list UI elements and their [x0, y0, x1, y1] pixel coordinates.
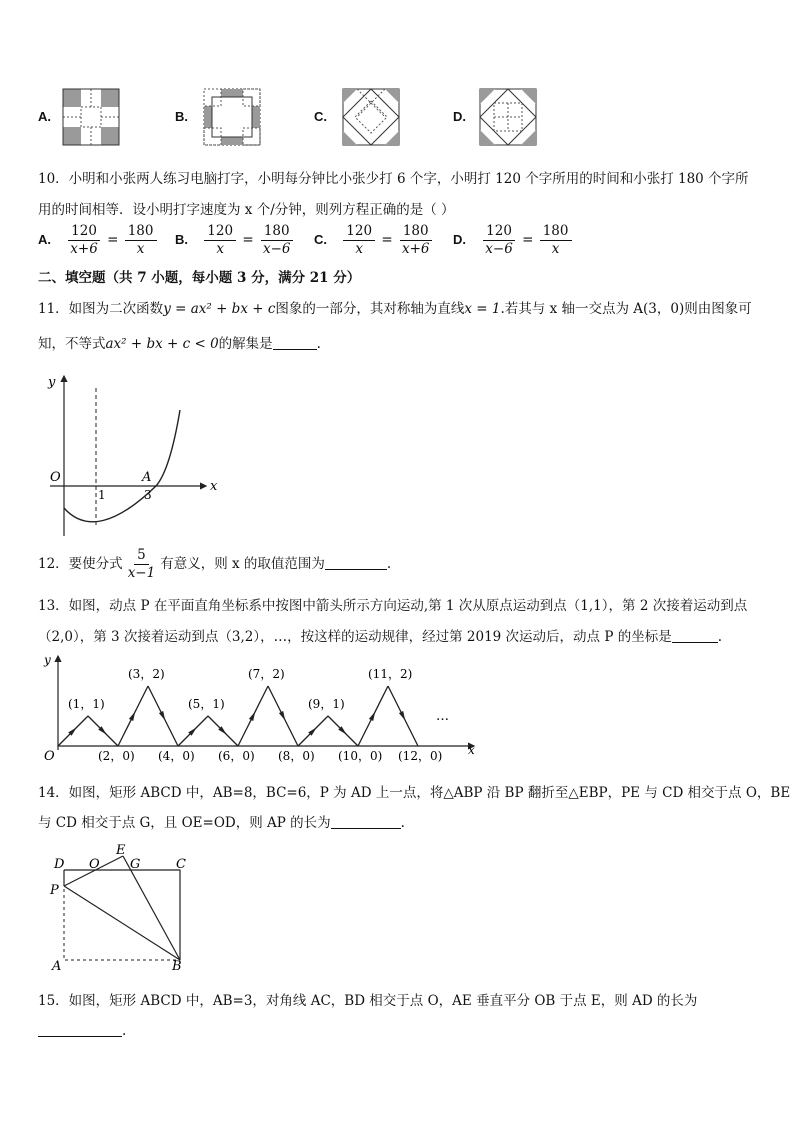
q10-d-left-den: x−6: [485, 241, 513, 257]
q11-axis-expr: x = 1: [464, 301, 501, 317]
q14-label-p: P: [50, 883, 59, 898]
q10-d-right-num: 180: [540, 224, 572, 241]
q13-axis-point-label: (8，0): [278, 749, 315, 763]
q14-label-g: G: [130, 857, 141, 872]
q11-parabola-curve: [64, 410, 180, 522]
q13-peak-label: (3，2): [128, 667, 165, 681]
q13-ellipsis: …: [436, 709, 449, 724]
q9-option-c-label: C.: [314, 109, 327, 124]
q10-option-c: C. $\frac{120}{x}$ = $\frac{180}{x+6}$: [314, 224, 435, 257]
q13-direction-arrow: [279, 711, 285, 720]
q11-answer-blank[interactable]: [273, 335, 317, 350]
q11-parabola-graph: [38, 366, 228, 542]
q13-path: [58, 686, 418, 746]
q13-direction-arrow: [159, 711, 165, 720]
q13-direction-arrow: [369, 712, 375, 721]
q14-label-b: B: [172, 959, 182, 974]
q14-label-c: C: [176, 857, 186, 872]
q13-peak-label: (5，1): [188, 697, 225, 711]
q11-period: .: [316, 336, 321, 352]
q11-x-label: x: [210, 479, 218, 494]
q15-line1: 15．如图，矩形 ABCD 中，AB=3，对角线 AC，BD 相交于点 O，AE 垂直平分 OB 于点 E，则 AD 的长为: [38, 993, 698, 1009]
q10-a-left-num: 120: [68, 224, 100, 241]
q11-line2: [38, 332, 321, 352]
q13-peak-label: (1，1): [68, 697, 105, 711]
q10-c-left-den: x: [355, 241, 363, 257]
q11-point-a-label: A: [142, 470, 152, 485]
q10-b-left-den: x: [216, 241, 224, 257]
q10-option-d: D. $\frac{120}{x-6}$ = $\frac{180}{x}$: [453, 224, 574, 257]
q9-option-b-figure: [203, 88, 261, 146]
q10-line1: 10．小明和小张两人练习电脑打字，小明每分钟比小张少打 6 个字，小明打 120 个字所用的时间和小张打 180 个字所: [38, 171, 749, 187]
q11-function-expr: y = ax² + bx + c: [163, 301, 276, 317]
q13-axis-point-label: (12，0): [398, 749, 443, 763]
q10-c-right-den: x+6: [401, 241, 430, 257]
q13-y-label: y: [44, 653, 51, 667]
q13-peak-label: (7，2): [248, 667, 285, 681]
q12-answer-blank[interactable]: [325, 555, 387, 570]
q10-c-right-num: 180: [400, 224, 432, 241]
q10-option-b-label: B.: [175, 232, 188, 247]
q11-line1: [38, 297, 752, 317]
q11-text-b: 图象的一部分，其对称轴为直线: [275, 301, 465, 317]
q10-option-a: A. $\frac{120}{x+6}$ = $\frac{180}{x}$: [38, 224, 159, 257]
q13-axis-point-label: (10，0): [338, 749, 383, 763]
q14-line2: [38, 811, 405, 831]
q12-line: [38, 548, 391, 581]
q13-direction-arrow: [399, 711, 405, 720]
q13-x-label: x: [468, 743, 475, 757]
q14-label-d: D: [54, 857, 65, 872]
q11-tick-1: 1: [98, 488, 106, 502]
q11-text-d: 知，不等式: [38, 336, 106, 352]
q15-answer-blank[interactable]: [38, 1022, 122, 1037]
q9-option-d-figure: [479, 88, 537, 146]
q14-text: 与 CD 相交于点 G，且 OE=OD，则 AP 的长为: [38, 815, 331, 831]
q10-b-right-den: x−6: [262, 241, 291, 257]
q10-a-right-num: 180: [125, 224, 157, 241]
q9-option-b-label: B.: [175, 109, 188, 124]
q10-option-b: B. $\frac{120}{x}$ = $\frac{180}{x-6}$: [175, 224, 296, 257]
q12-suffix: 有意义，则 x 的取值范围为: [160, 556, 325, 572]
q13-direction-arrow: [249, 712, 255, 721]
q12-prefix: 12．要使分式: [38, 556, 123, 572]
q10-d-right-den: x: [551, 241, 560, 257]
q11-text-c: .若其与 x 轴一交点为 A(3，0)则由图象可: [500, 301, 752, 317]
q15-period: .: [122, 1023, 127, 1039]
q13-axis-point-label: (4，0): [158, 749, 195, 763]
q13-text: （2,0），第 3 次接着运动到点（3,2），…，按这样的运动规律，经过第 2019 次运动后，动点 P 的坐标是: [38, 629, 672, 645]
q9-option-a-figure: [62, 88, 120, 146]
q10-option-d-label: D.: [453, 232, 466, 247]
q10-d-left-num: 120: [483, 224, 515, 241]
q13-line1: 13．如图，动点 P 在平面直角坐标系中按图中箭头所示方向运动,第 1 次从原点运动到点（1,1），第 2 次接着运动到点: [38, 598, 748, 614]
q10-option-c-label: C.: [314, 232, 327, 247]
q11-y-label: y: [48, 375, 56, 390]
q10-c-left-num: 120: [343, 224, 375, 241]
q9-option-a-label: A.: [38, 109, 51, 124]
q14-label-a: A: [52, 959, 62, 974]
q11-inequality-expr: ax² + bx + c < 0: [105, 336, 219, 352]
q12-period: .: [386, 556, 392, 572]
q9-option-c-figure: [342, 88, 400, 146]
q13-axis-point-label: (6，0): [218, 749, 255, 763]
q9-option-d-label: D.: [453, 109, 466, 124]
q15-line2: [38, 1022, 126, 1039]
q14-label-o: O: [89, 857, 100, 872]
q14-rectangle-figure: [44, 842, 204, 974]
q12-fraction-num: 5: [134, 548, 149, 565]
q13-line2: [38, 625, 722, 645]
q10-b-left-num: 120: [204, 224, 236, 241]
q13-origin-label: O: [44, 749, 55, 764]
q13-peak-label: (11，2): [368, 667, 413, 681]
q11-tick-3: 3: [144, 488, 152, 502]
q13-period: .: [717, 629, 723, 645]
q13-peak-label: (9，1): [308, 697, 345, 711]
q14-label-e: E: [116, 843, 126, 858]
q14-period: .: [400, 815, 405, 831]
q11-text-a: 11．如图为二次函数: [38, 301, 164, 317]
q10-b-right-num: 180: [261, 224, 293, 241]
q13-zigzag-graph: [38, 650, 483, 772]
q14-line1: 14．如图，矩形 ABCD 中，AB=8，BC=6，P 为 AD 上一点，将△ABP 沿 BP 翻折至△EBP，PE 与 CD 相交于点 O，BE: [38, 785, 791, 801]
q13-axis-point-label: (2，0): [98, 749, 135, 763]
q11-text-e: 的解集是: [218, 336, 273, 352]
q13-answer-blank[interactable]: [672, 628, 718, 643]
q13-direction-arrow: [129, 712, 135, 721]
q12-fraction-den: x−1: [127, 565, 156, 581]
q10-a-left-den: x+6: [70, 241, 98, 257]
section-heading-fill-blank: 二、填空题（共 7 小题，每小题 3 分，满分 21 分）: [38, 270, 361, 286]
q14-rect-dashed: [64, 870, 180, 960]
q10-option-a-label: A.: [38, 232, 51, 247]
q14-answer-blank[interactable]: [331, 814, 401, 829]
q10-line2: 用的时间相等．设小明打字速度为 x 个/分钟，则列方程正确的是（ ）: [38, 202, 455, 218]
q10-a-right-den: x: [136, 241, 145, 257]
q11-origin-label: O: [50, 470, 61, 485]
q14-segment-pb: [64, 886, 180, 960]
